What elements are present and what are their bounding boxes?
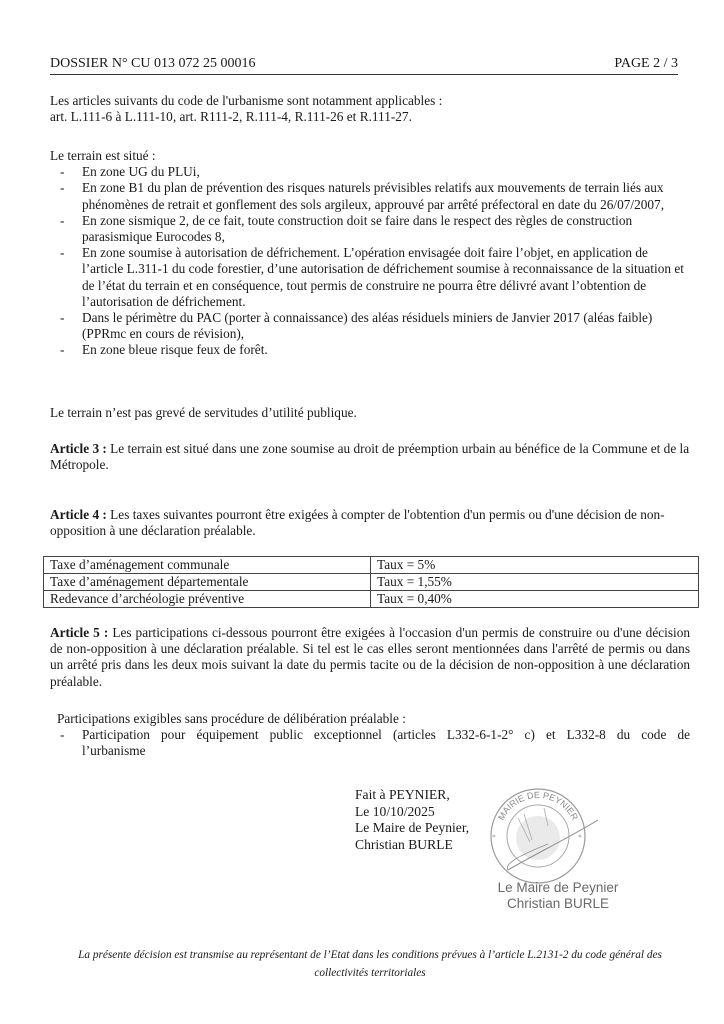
tax-rate: Taux = 0,40% xyxy=(371,591,699,608)
list-item: - En zone UG du PLUi, xyxy=(50,164,690,180)
tax-rate: Taux = 5% xyxy=(371,557,699,574)
list-item: - En zone bleue risque feux de forêt. xyxy=(50,342,690,358)
svg-text:*: * xyxy=(492,833,496,842)
article-5-label: Article 5 : xyxy=(50,625,109,640)
article-4-text: Les taxes suivantes pourront être exigées à compter de l'obtention d'un permis ou d'une décision de non-opposition à une déclaration préalable. xyxy=(50,507,665,539)
applicable-articles xyxy=(50,93,690,125)
tax-name: Taxe d’aménagement départementale xyxy=(44,574,371,591)
list-item: - Participation pour équipement public exceptionnel (articles L332-6-1-2° c) et L332-8 du code de l’urbanisme xyxy=(50,727,690,759)
table-row xyxy=(44,574,699,591)
mairie-stamp-icon xyxy=(478,778,598,888)
taxes-table xyxy=(43,556,699,608)
situation-list xyxy=(50,164,690,358)
article-4-label: Article 4 : xyxy=(50,507,107,522)
signature-role: Le Maire de Peynier, xyxy=(355,820,470,835)
stamp-line-2: Christian BURLE xyxy=(506,896,610,911)
participations-heading: Participations exigibles sans procédure de délibération préalable : xyxy=(57,711,406,726)
participations-list xyxy=(50,727,690,759)
footer-note xyxy=(50,946,690,982)
stamp-ring-text: MAIRIE DE PEYNIER xyxy=(495,789,581,822)
page-header xyxy=(50,56,678,75)
servitudes-text: Le terrain n’est pas grevé de servitudes d’utilité publique. xyxy=(50,405,357,420)
stamp-signature-text xyxy=(483,880,633,912)
intro-line-1: Les articles suivants du code de l'urbanisme sont notamment applicables : xyxy=(50,93,443,108)
participations xyxy=(57,711,690,760)
svg-text:*: * xyxy=(578,833,582,842)
article-3-text: Le terrain est situé dans une zone soumise au droit de préemption urbain au bénéfice de la Commune et de la Métropole. xyxy=(50,441,690,473)
article-4 xyxy=(50,507,690,539)
footer-line-2: collectivités territoriales xyxy=(314,967,426,979)
footer-line-1: La présente décision est transmise au représentant de l’Etat dans les conditions prévues à l’article L.2131-2 du code général des xyxy=(78,949,662,961)
list-item: - En zone sismique 2, de ce fait, toute construction doit se faire dans le respect des règles de construction parasismique Eurocodes 8, xyxy=(50,213,690,245)
signature-place: Fait à PEYNIER, xyxy=(355,787,450,802)
tax-name: Taxe d’aménagement communale xyxy=(44,557,371,574)
article-3 xyxy=(50,441,690,473)
article-5-text: Les participations ci-dessous pourront être exigées à l'occasion d'un permis de construire ou d'une décision de non-opposition à une déclaration préalable. Si tel est le cas elles seront mentionnées dans l'arrêté de permis ou dans un arrêté pris dans les deux mois suivant la date du permis tacite ou de la décision de non-opposition à une déclaration préalable. xyxy=(50,625,690,689)
intro-line-2: art. L.111-6 à L.111-10, art. R111-2, R.111-4, R.111-26 et R.111-27. xyxy=(50,109,412,125)
signature-block xyxy=(355,787,469,853)
dossier-number: DOSSIER N° CU 013 072 25 00016 xyxy=(50,56,256,71)
tax-name: Redevance d’archéologie préventive xyxy=(44,591,371,608)
situation-heading: Le terrain est situé : xyxy=(50,148,156,163)
stamp-line-1: Le Maire de Peynier xyxy=(497,880,619,895)
terrain-situation xyxy=(50,148,690,359)
table-row xyxy=(44,591,699,608)
list-item: - Dans le périmètre du PAC (porter à connaissance) des aléas résiduels miniers de Janvier 2017 (aléas faible) (PPRmc en cours de révision), xyxy=(50,310,690,342)
article-3-label: Article 3 : xyxy=(50,441,107,456)
list-item: - En zone soumise à autorisation de défrichement. L’opération envisagée doit faire l’objet, en application de l’article L.311-1 du code forestier, d’une autorisation de défrichement soumise à reconnaissance de la situation et de l’état du terrain et en conséquence, tout permis de construire ne pourra être délivré avant l’obtention de l’autorisation de défrichement. xyxy=(50,245,690,310)
page-number: PAGE 2 / 3 xyxy=(614,56,678,71)
table-row xyxy=(44,557,699,574)
signature-date: Le 10/10/2025 xyxy=(355,803,435,819)
list-item: - En zone B1 du plan de prévention des risques naturels prévisibles relatifs aux mouvements de terrain liés aux phénomènes de retrait et gonflement des sols argileux, approuvé par arrêté préfectoral en date du 26/07/2007, xyxy=(50,180,690,212)
signature-name: Christian BURLE xyxy=(355,836,453,852)
servitudes-statement xyxy=(50,405,690,421)
article-5 xyxy=(50,625,690,690)
tax-rate: Taux = 1,55% xyxy=(371,574,699,591)
